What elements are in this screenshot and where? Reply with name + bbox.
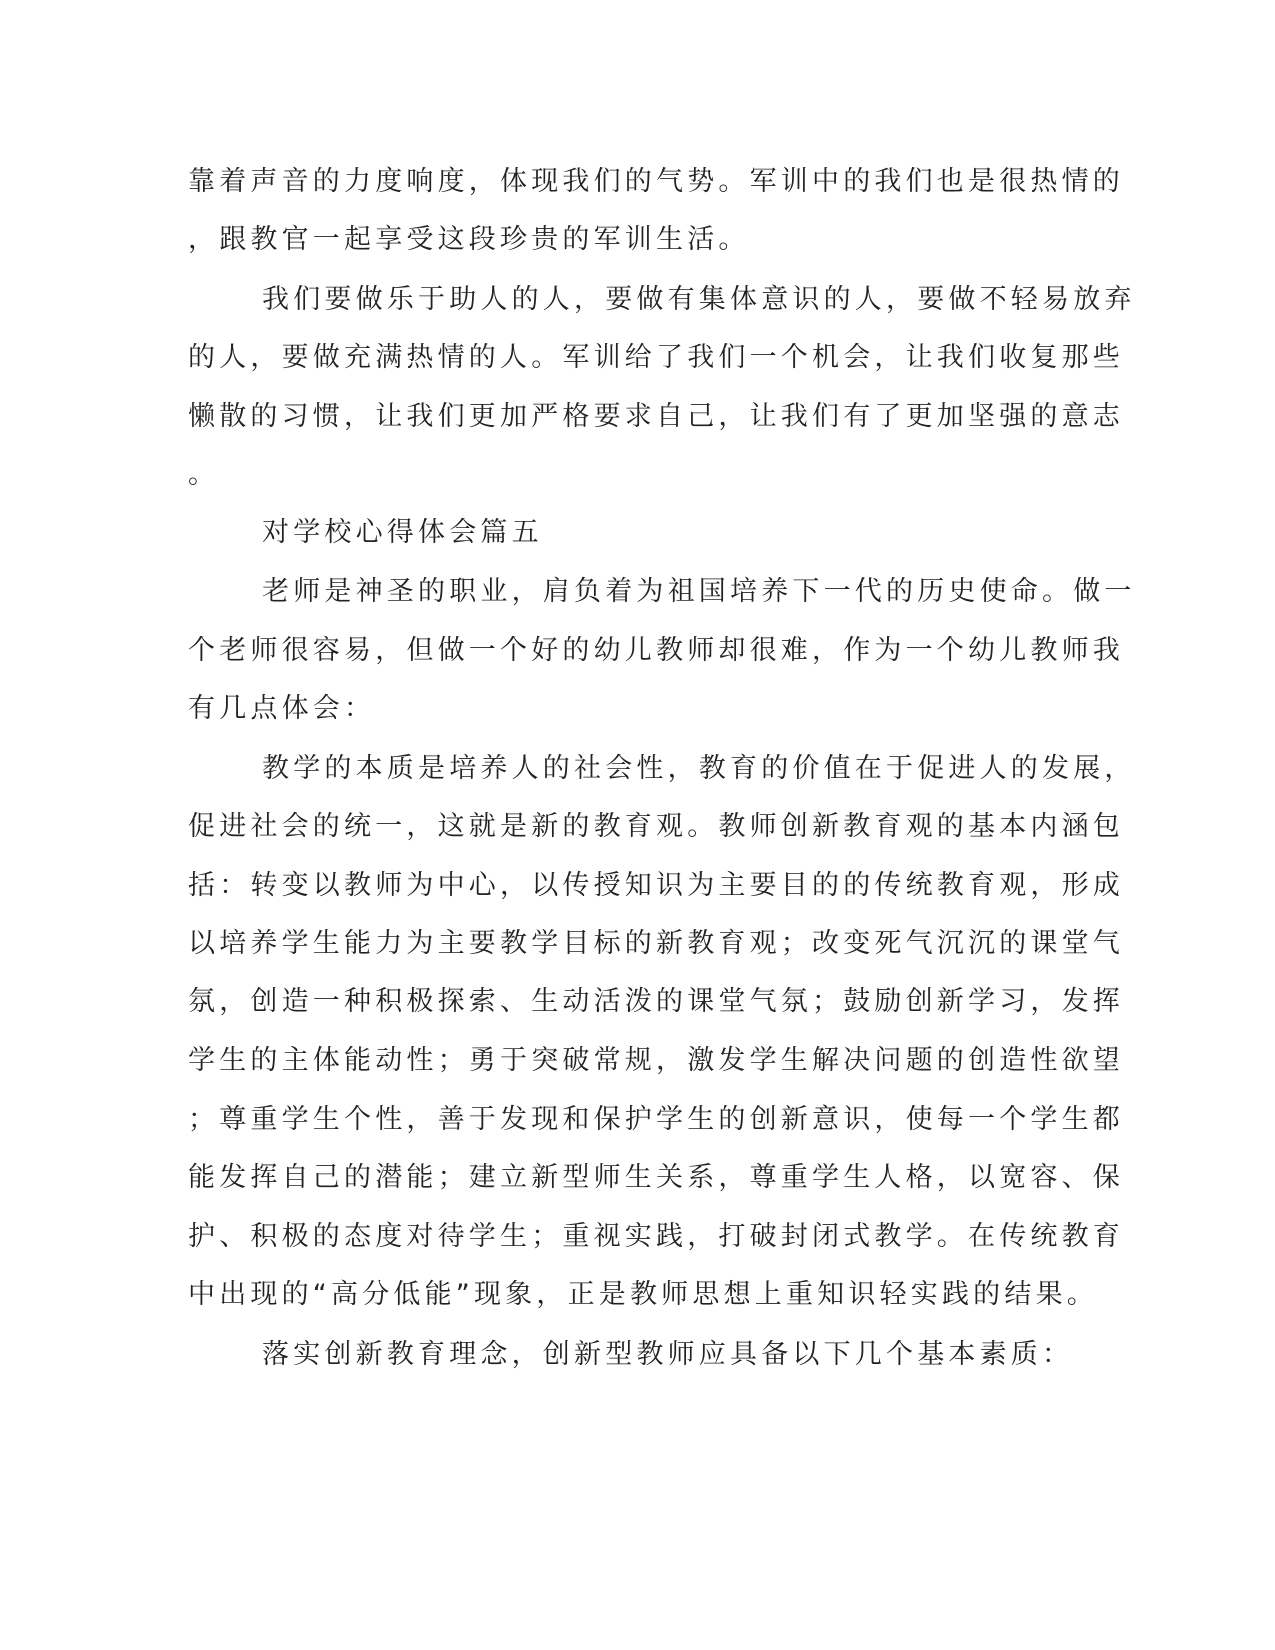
text-line: 个老师很容易，但做一个好的幼儿教师却很难，作为一个幼儿教师我 [188, 635, 1124, 666]
paragraph-first-line: 我们要做乐于助人的人，要做有集体意识的人，要做不轻易放弃 [262, 284, 1136, 315]
text-line: 中出现的“高分低能”现象，正是教师思想上重知识轻实践的结果。 [188, 1279, 1098, 1310]
text-line: ；尊重学生个性，善于发现和保护学生的创新意识，使每一个学生都 [188, 1104, 1124, 1135]
text-line: 靠着声音的力度响度，体现我们的气势。军训中的我们也是很热情的 [188, 166, 1124, 197]
text-line: 懒散的习惯，让我们更加严格要求自己，让我们有了更加坚强的意志 [188, 401, 1124, 432]
section-heading: 对学校心得体会篇五 [262, 517, 543, 548]
text-line: 以培养学生能力为主要教学目标的新教育观；改变死气沉沉的课堂气 [188, 928, 1124, 959]
text-line: 。 [188, 459, 220, 490]
paragraph-first-line: 老师是神圣的职业，肩负着为祖国培养下一代的历史使命。做一 [262, 576, 1136, 607]
text-line: 能发挥自己的潜能；建立新型师生关系，尊重学生人格，以宽容、保 [188, 1162, 1124, 1193]
paragraph-first-line: 落实创新教育理念，创新型教师应具备以下几个基本素质： [262, 1339, 1074, 1370]
text-line: 的人，要做充满热情的人。军训给了我们一个机会，让我们收复那些 [188, 342, 1124, 373]
text-line: 促进社会的统一，这就是新的教育观。教师创新教育观的基本内涵包 [188, 811, 1124, 842]
text-line: 有几点体会： [188, 693, 376, 724]
paragraph-first-line: 教学的本质是培养人的社会性，教育的价值在于促进人的发展， [262, 753, 1136, 784]
text-line: ，跟教官一起享受这段珍贵的军训生活。 [188, 224, 750, 255]
text-line: 括：转变以教师为中心，以传授知识为主要目的的传统教育观，形成 [188, 870, 1124, 901]
text-line: 氛，创造一种积极探索、生动活泼的课堂气氛；鼓励创新学习，发挥 [188, 986, 1124, 1017]
text-line: 学生的主体能动性；勇于突破常规，激发学生解决问题的创造性欲望 [188, 1045, 1124, 1076]
text-line: 护、积极的态度对待学生；重视实践，打破封闭式教学。在传统教育 [188, 1221, 1124, 1252]
